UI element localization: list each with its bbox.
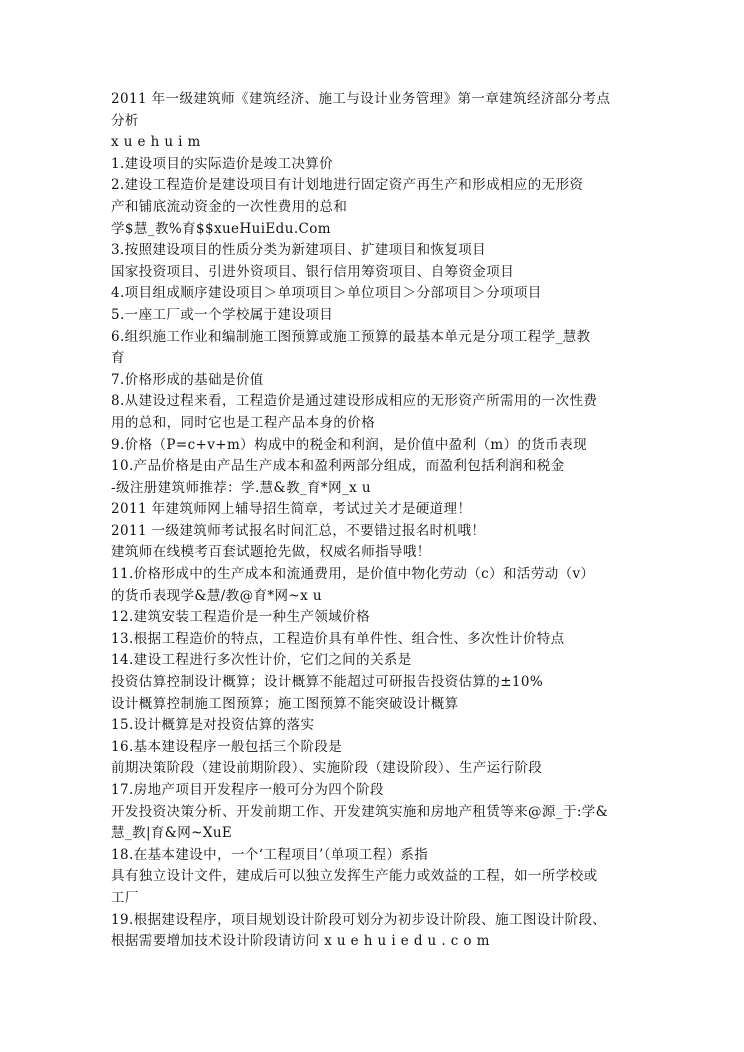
text-line: 产和铺底流动资金的一次性费用的总和 (111, 198, 348, 215)
text-line: 13.根据工程造价的特点，工程造价具有单件性、组合性、多次性计价特点 (111, 630, 565, 647)
text-line: 2.建设工程造价是建设项目有计划地进行固定资产再生产和形成相应的无形资 (111, 177, 584, 194)
text-line: 12.建筑安装工程造价是一种生产领域价格 (111, 609, 370, 626)
text-line: 4.项目组成顺序建设项目＞单项项目＞单位项目＞分部项目＞分项项目 (111, 285, 542, 302)
text-line: 1.建设项目的实际造价是竣工决算价 (111, 155, 334, 172)
text-line: 7.价格形成的基础是价值 (111, 371, 264, 388)
text-line: 用的总和，同时它也是工程产品本身的价格 (111, 414, 376, 431)
promo-line: 2011 一级建筑师考试报名时间汇总，不要错过报名时机哦！ (111, 522, 486, 539)
text-line: 16.基本建设程序一般包括三个阶段是 (111, 738, 343, 755)
text-line: 育 (111, 350, 125, 367)
text-line: 6.组织施工作业和编制施工图预算或施工预算的最基本单元是分项工程学_慧教 (111, 328, 591, 345)
text-line: 15.设计概算是对投资估算的落实 (111, 717, 315, 734)
text-line: 设计概算控制施工图预算；施工图预算不能突破设计概算 (111, 695, 459, 712)
promo-line: 2011 年建筑师网上辅导招生简章，考试过关才是硬道理！ (111, 501, 472, 518)
document-title: 2011 年一级建筑师《建筑经济、施工与设计业务管理》第一章建筑经济部分考点 (111, 91, 611, 107)
promo-line: 建筑师在线模考百套试题抢先做，权威名师指导哦！ (111, 544, 431, 561)
text-line: 8.从建设过程来看，工程造价是通过建设形成相应的无形资产所需用的一次性费 (111, 393, 598, 410)
text-line: 19.根据建设程序，项目规划设计阶段可划分为初步设计阶段、施工图设计阶段、 (111, 911, 607, 928)
text-line: 投资估算控制设计概算；设计概算不能超过可研报告投资估算的±10% (111, 674, 544, 691)
text-line: 18.在基本建设中，一个‘工程项目’（单项工程）系指 (111, 846, 429, 863)
text-line: 前期决策阶段（建设前期阶段）、实施阶段（建设阶段）、生产运行阶段 (111, 760, 543, 777)
watermark-text: 学$慧_教%育$$xueHuiEdu.Com (111, 220, 331, 237)
text-line: 17.房地产项目开发程序一般可分为四个阶段 (111, 782, 384, 798)
text-line: 开发投资决策分析、开发前期工作、开发建筑实施和房地产租赁等来@源_于:学& (111, 803, 609, 820)
text-line: 慧_教|育&网~XuE (111, 825, 233, 842)
text-line: 9.价格（P=c+v+m）构成中的税金和利润，是价值中盈利（m）的货币表现 (111, 436, 587, 453)
text-line: 根据需要增加技术设计阶段请访问 x u e h u i e d u . c o m (111, 933, 490, 950)
text-line: 具有独立设计文件，建成后可以独立发挥生产能力或效益的工程，如一所学校或 (111, 868, 598, 885)
watermark-text: -级注册建筑师推荐：学.慧&教_育*网_x u (111, 479, 371, 496)
text-line: 的货币表现学&慧/教@育*网~x u (111, 587, 322, 604)
watermark-text: x u e h u i m (111, 134, 201, 151)
document-body (111, 89, 641, 953)
text-line: 3.按照建设项目的性质分类为新建项目、扩建项目和恢复项目 (111, 242, 487, 259)
document-title-continued: 分析 (111, 112, 139, 129)
text-line: 10.产品价格是由产品生产成本和盈利两部分组成，而盈利包括利润和税金 (111, 458, 565, 475)
text-line: 14.建设工程进行多次性计价，它们之间的关系是 (111, 652, 412, 669)
text-line: 5.一座工厂或一个学校属于建设项目 (111, 306, 334, 323)
text-line: 国家投资项目、引进外资项目、银行信用筹资项目、自筹资金项目 (111, 263, 515, 280)
text-line: 11.价格形成中的生产成本和流通费用，是价值中物化劳动（c）和活劳动（v） (111, 566, 595, 583)
text-line: 工厂 (111, 889, 139, 906)
